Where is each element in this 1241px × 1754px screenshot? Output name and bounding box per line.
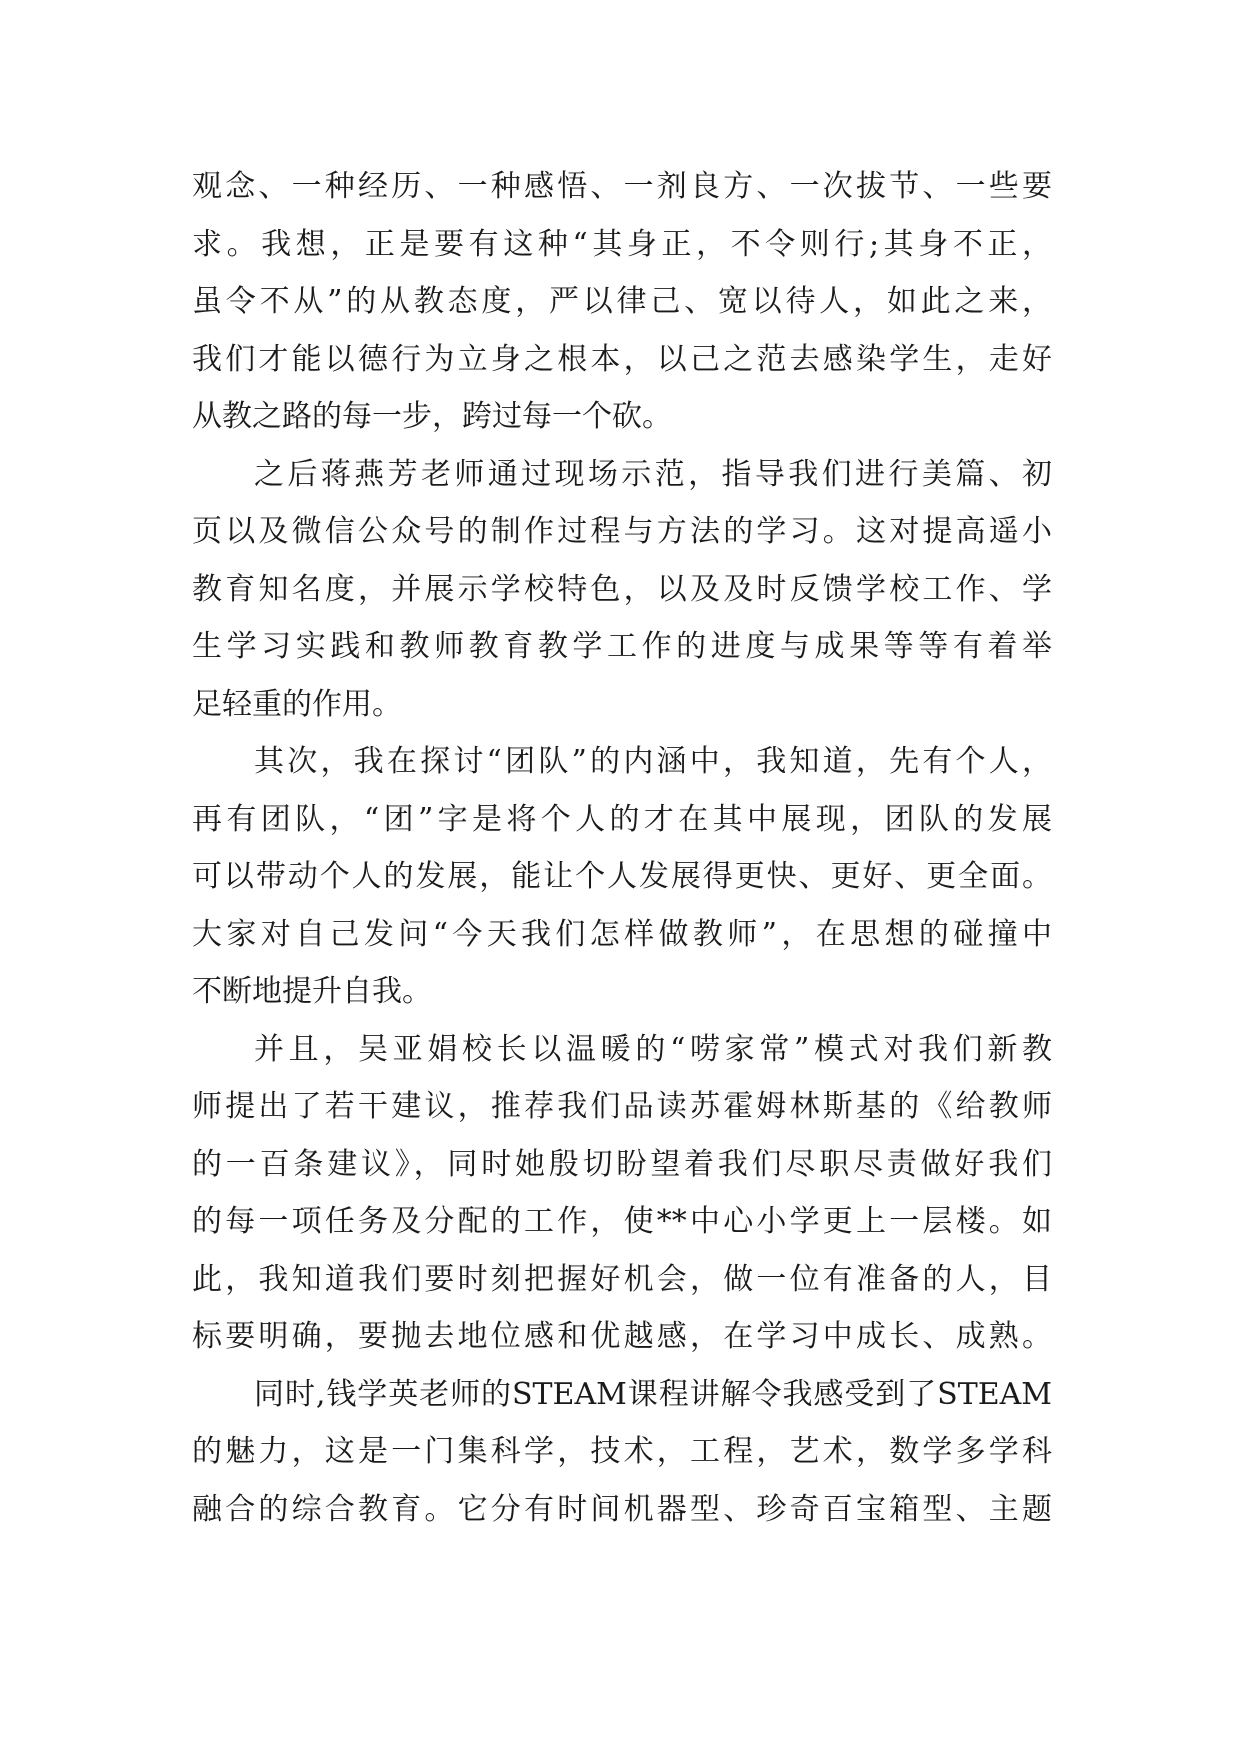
text-line: 求。我想，正是要有这种“其身正，不令则行;其身不正， [192,226,1052,262]
text-line: 标要明确，要抛去地位感和优越感，在学习中成长、成熟。 [192,1319,1052,1354]
text-line: 师提出了若干建议，推荐我们品读苏霍姆林斯基的《给教师 [192,1089,1052,1124]
text-line: 页以及微信公众号的制作过程与方法的学习。这对提高遥小 [192,514,1052,549]
text-line: 大家对自己发问“今天我们怎样做教师”，在思想的碰撞中 [192,916,1052,952]
paragraph-first-line: 同时,钱学英老师的STEAM课程讲解令我感受到了STEAM [254,1376,1052,1412]
body-text [192,158,1052,1538]
text-line: 的一百条建议》，同时她殷切盼望着我们尽职尽责做好我们 [192,1146,1052,1182]
text-line: 此，我知道我们要时刻把握好机会，做一位有准备的人，目 [192,1261,1052,1297]
text-line: 生学习实践和教师教育教学工作的进度与成果等等有着举 [192,629,1052,664]
text-line: 观念、一种经历、一种感悟、一剂良方、一次拔节、一些要 [192,169,1052,204]
paragraph-first-line: 并且，吴亚娟校长以温暖的“唠家常”模式对我们新教 [254,1031,1052,1067]
text-line: 我们才能以德行为立身之根本，以己之范去感染学生，走好 [192,341,1052,377]
text-line: 的魅力，这是一门集科学，技术，工程，艺术，数学多学科 [192,1434,1052,1469]
text-line: 的每一项任务及分配的工作，使**中心小学更上一层楼。如 [192,1204,1052,1239]
text-line: 足轻重的作用。 [192,686,402,722]
text-line: 不断地提升自我。 [192,974,432,1009]
paragraph-first-line: 其次，我在探讨“团队”的内涵中，我知道，先有个人， [254,744,1052,779]
text-line: 可以带动个人的发展，能让个人发展得更快、更好、更全面。 [192,859,1052,894]
text-line: 从教之路的每一步，跨过每一个砍。 [192,399,672,434]
text-line: 融合的综合教育。它分有时间机器型、珍奇百宝箱型、主题 [192,1491,1052,1527]
text-line: 教育知名度，并展示学校特色，以及及时反馈学校工作、学 [192,571,1052,607]
text-line: 再有团队，“团”字是将个人的才在其中展现，团队的发展 [192,801,1052,837]
text-line: 虽令不从”的从教态度，严以律己、宽以待人，如此之来， [192,284,1052,319]
paragraph-first-line: 之后蒋燕芳老师通过现场示范，指导我们进行美篇、初 [254,456,1052,492]
